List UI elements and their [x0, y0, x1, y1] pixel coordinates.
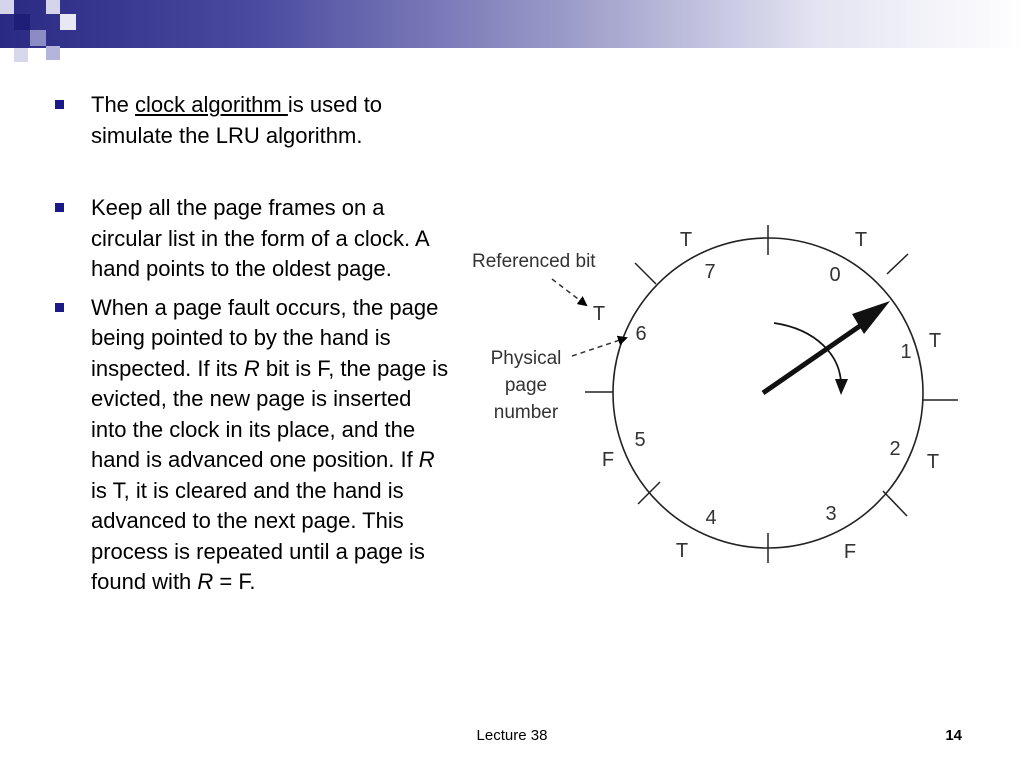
footer-lecture-title: Lecture 38: [476, 727, 548, 744]
bullet-item-clock-algorithm: [52, 90, 452, 151]
page-number-6: 6: [635, 323, 647, 345]
bullet-square-icon: [55, 303, 64, 312]
decor-square: [30, 30, 46, 46]
bullet-text: When a page fault occurs, the page being pointed to by the hand is inspected. If its: [91, 294, 439, 381]
referenced-bit-0: T: [854, 229, 868, 251]
bullet-square-icon: [55, 203, 64, 212]
decor-square: [60, 14, 76, 30]
bullet-text: The: [91, 92, 136, 117]
referenced-bit-7: T: [679, 229, 693, 251]
referenced-bit-6: T: [592, 303, 606, 325]
page-number-5: 5: [634, 429, 646, 451]
rotation-arrowhead: [835, 379, 848, 395]
header-gradient-bar: [0, 0, 1024, 48]
referenced-bit-callout-arrow: [552, 279, 586, 305]
bullet-text: bit is F, the page is evicted, the new page is inserted into the clock in its place, and the hand is advanced one position. If: [91, 355, 449, 472]
referenced-bit-2: T: [926, 451, 940, 473]
physical-page-label: number: [493, 402, 559, 423]
footer-page-number: 14: [945, 727, 962, 744]
decor-square: [14, 14, 30, 30]
decor-square: [14, 48, 28, 62]
page-number-1: 1: [900, 341, 912, 363]
r-bit-symbol: R: [197, 569, 214, 594]
bullet-text: is used to simulate the LRU algorithm.: [91, 92, 383, 148]
clock-tick-mark: [883, 491, 907, 516]
referenced-bit-3: F: [843, 541, 857, 563]
decor-square: [0, 0, 14, 14]
page-number-4: 4: [705, 507, 717, 529]
referenced-bit-label: Referenced bit: [472, 251, 596, 272]
physical-page-label: page: [504, 375, 548, 396]
r-bit-symbol: R: [418, 447, 435, 472]
referenced-bit-4: T: [675, 540, 689, 562]
clock-algorithm-link[interactable]: clock algorithm: [135, 92, 288, 117]
clock-face-circle: [613, 238, 923, 548]
bullet-text: Keep all the page frames on a circular list in the form of a clock. A hand points to the oldest page.: [91, 195, 429, 281]
bullet-item-page-frames: [52, 193, 452, 285]
physical-page-label: Physical: [490, 348, 562, 369]
bullet-square-icon: [55, 100, 64, 109]
clock-diagram: [460, 215, 970, 575]
decor-square: [46, 0, 60, 14]
r-bit-symbol: R: [243, 355, 260, 381]
page-number-0: 0: [829, 264, 841, 286]
decor-square: [46, 46, 60, 60]
referenced-bit-1: T: [928, 330, 942, 352]
clock-tick-mark: [635, 263, 656, 284]
page-number-7: 7: [704, 261, 716, 283]
bullet-list: [52, 90, 452, 598]
bullet-item-page-fault: [52, 293, 452, 598]
referenced-bit-5: F: [601, 449, 615, 471]
page-number-3: 3: [825, 503, 837, 525]
bullet-text: is T, it is cleared and the hand is advanced to the next page. This process is repeated until a page is found with: [91, 477, 425, 594]
clock-hand: [763, 319, 870, 393]
bullet-text: = F.: [213, 569, 256, 594]
page-number-2: 2: [889, 438, 901, 460]
clock-tick-mark: [887, 254, 908, 274]
